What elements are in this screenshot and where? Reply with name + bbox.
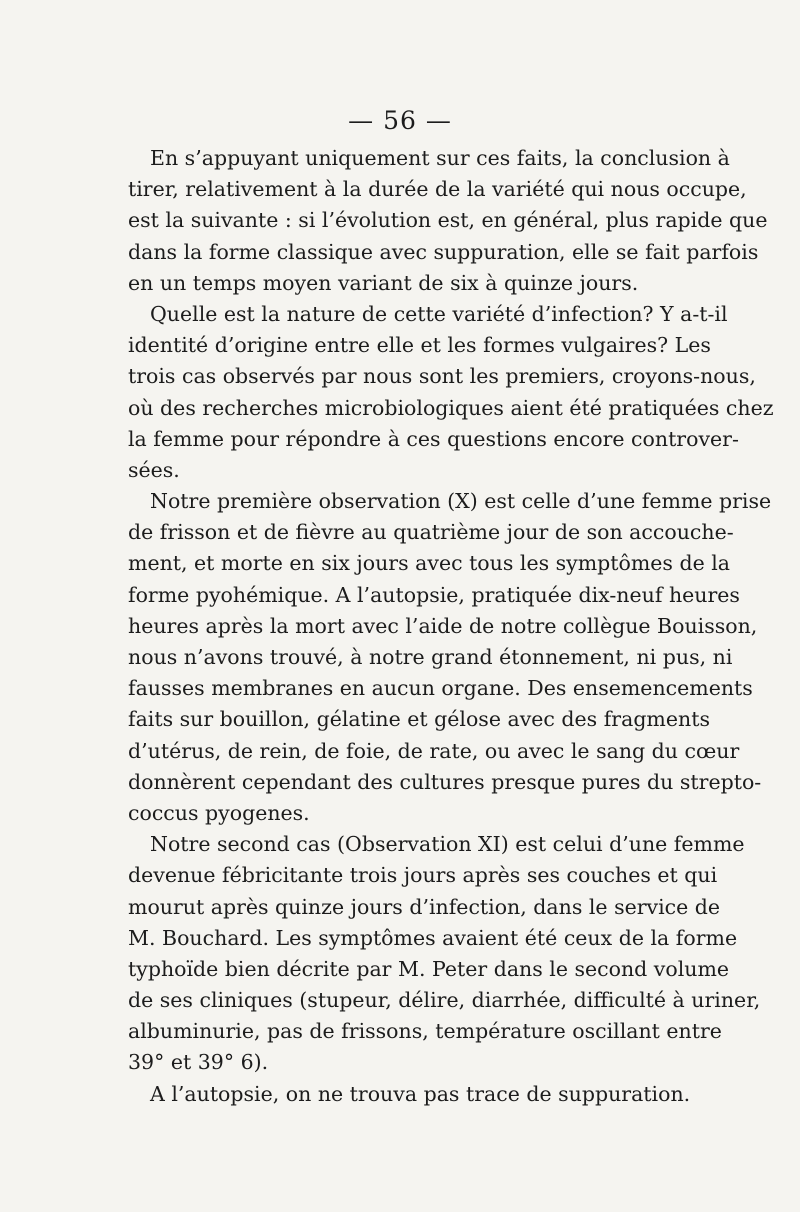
- text-line: de ses cliniques (stupeur, délire, diarrhée, difficulté à uriner,: [128, 988, 761, 1013]
- paragraph: [128, 829, 761, 1079]
- text-line: faits sur bouillon, gélatine et gélose avec des fragments: [128, 707, 710, 732]
- paragraph: [128, 299, 774, 486]
- text-line: où des recherches microbiologiques aient été pratiquées chez: [128, 395, 774, 420]
- text-line: albuminurie, pas de frissons, température oscillant entre: [128, 1019, 722, 1044]
- paragraph: [128, 486, 772, 829]
- text-line: ment, et morte en six jours avec tous les symptômes de la: [128, 551, 731, 576]
- text-line: A l’autopsie, on ne trouva pas trace de suppuration.: [150, 1081, 691, 1106]
- text-line: devenue fébricitante trois jours après ses couches et qui: [128, 863, 718, 888]
- text-line: M. Bouchard. Les symptômes avaient été ceux de la forme: [128, 925, 738, 950]
- text-line: fausses membranes en aucun organe. Des ensemencements: [128, 676, 753, 701]
- text-line: En s’appuyant uniquement sur ces faits, la conclusion à: [150, 146, 730, 170]
- text-line: Notre second cas (Observation XI) est celui d’une femme: [150, 832, 745, 857]
- text-line: donnèrent cependant des cultures presque pures du strepto-: [128, 769, 762, 794]
- paragraph: [128, 143, 768, 299]
- text-line: Notre première observation (X) est celle d’une femme prise: [150, 489, 772, 514]
- text-line: typhoïde bien décrite par M. Peter dans le second volume: [128, 956, 730, 981]
- text-line: Quelle est la nature de cette variété d’infection? Y a-t-il: [150, 301, 728, 326]
- text-line: heures après la mort avec l’aide de notre collègue Bouisson,: [128, 613, 758, 638]
- text-line: de frisson et de fièvre au quatrième jour de son accouche-: [128, 520, 734, 545]
- paragraph: [128, 1079, 700, 1110]
- body-text: [128, 143, 774, 1110]
- text-line: identité d’origine entre elle et les formes vulgaires? Les: [128, 333, 711, 358]
- text-line: dans la forme classique avec suppuration, elle se fait parfois: [128, 239, 759, 264]
- text-line: la femme pour répondre à ces questions encore controver-: [128, 426, 739, 451]
- text-line: nous n’avons trouvé, à notre grand étonnement, ni pus, ni: [128, 645, 733, 669]
- text-line: sées.: [128, 457, 180, 482]
- text-line: coccus pyogenes.: [128, 800, 310, 825]
- text-line: trois cas observés par nous sont les premiers, croyons-nous,: [128, 364, 756, 389]
- text-line: est la suivante : si l’évolution est, en général, plus rapide que: [128, 208, 768, 233]
- text-line: d’utérus, de rein, de foie, de rate, ou avec le sang du cœur: [128, 738, 740, 763]
- text-line: en un temps moyen variant de six à quinze jours.: [128, 270, 639, 295]
- page-number: — 56 —: [348, 106, 452, 135]
- text-line: forme pyohémique. A l’autopsie, pratiquée dix-neuf heures: [128, 582, 740, 607]
- text-line: 39° et 39° 6).: [128, 1050, 269, 1075]
- text-line: tirer, relativement à la durée de la variété qui nous occupe,: [128, 177, 747, 202]
- text-line: mourut après quinze jours d’infection, dans le service de: [128, 894, 721, 919]
